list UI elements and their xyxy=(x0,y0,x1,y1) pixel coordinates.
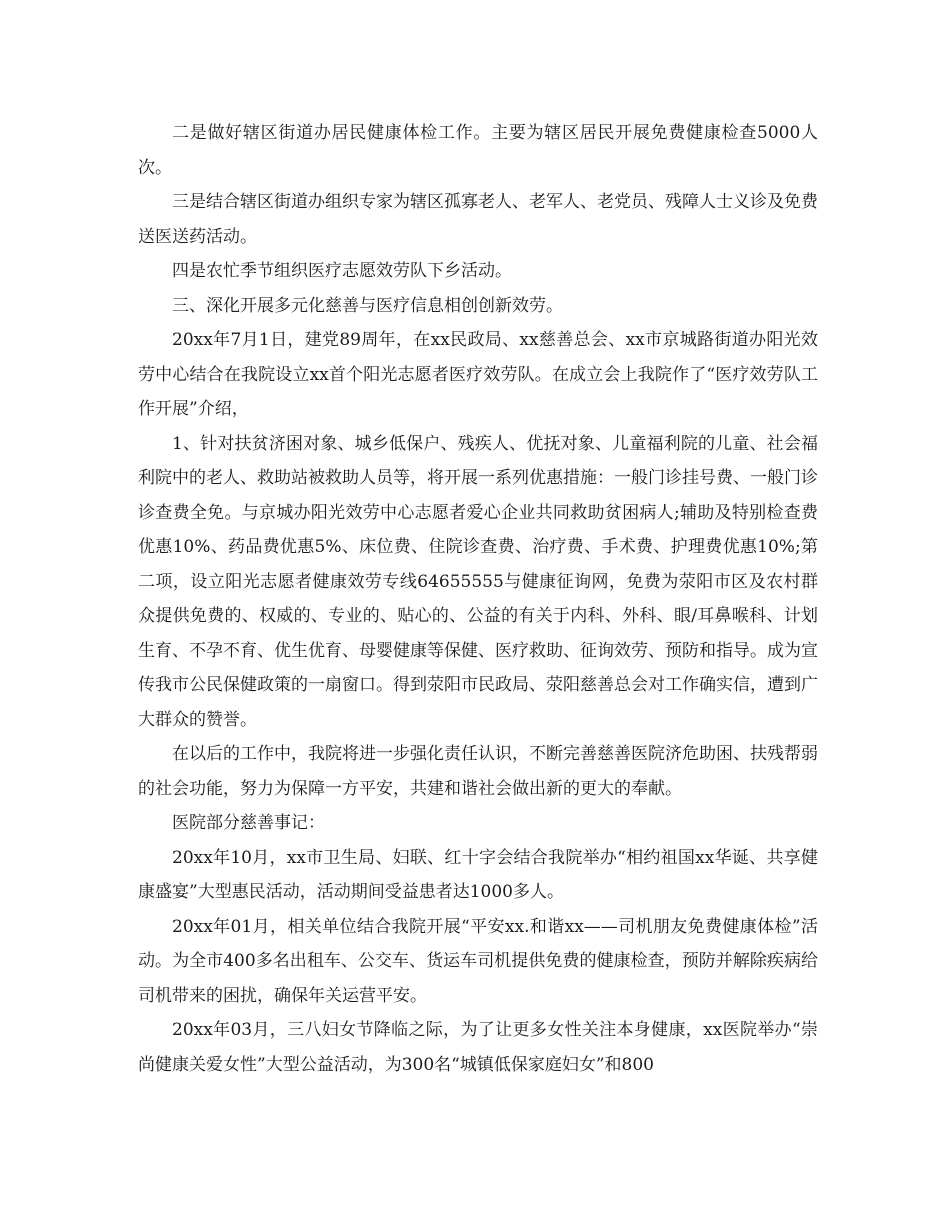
paragraph-event-march: 20xx年03月，三八妇女节降临之际，为了让更多女性关注本身健康，xx医院举办“崇尚健康关爱女性”大型公益活动，为300名“城镇低保家庭妇女”和800 xyxy=(138,1020,818,1075)
paragraph-health-checkup: 二是做好辖区街道办居民健康体检工作。主要为辖区居民开展免费健康检查5000人次。 xyxy=(138,123,818,178)
paragraph-charity-chronicle-heading: 医院部分慈善事记： xyxy=(172,813,325,833)
paragraph-event-january: 20xx年01月，相关单位结合我院开展“平安xx.和谐xx——司机朋友免费健康体检”活动。为全市400多名出租车、公交车、货运车司机提供免费的健康检查，预防并解除疾病给司机带来的困扰，确保年关运营平安。 xyxy=(138,916,818,1006)
paragraph-preferential-measures: 1、针对扶贫济困对象、城乡低保户、残疾人、优抚对象、儿童福利院的儿童、社会福利院中的老人、救助站被救助人员等，将开展一系列优惠措施：一般门诊挂号费、一般门诊诊查费全免。与京城办阳光效劳中心志愿者爱心企业共同救助贫困病人;辅助及特别检查费优惠10%、药品费优惠5%、床位费、住院诊查费、治疗费、手术费、护理费优惠10%;第二项，设立阳光志愿者健康效劳专线64655555与健康征询网，免费为荥阳市区及农村群众提供免费的、权威的、专业的、贴心的、公益的有关于内科、外科、眼/耳鼻喉科、计划生育、不孕不育、优生优育、母婴健康等保健、医疗救助、征询效劳、预防和指导。成为宣传我市公民保健政策的一扇窗口。得到荥阳市民政局、荥阳慈善总会对工作确实信，遭到广大群众的赞誉。 xyxy=(138,433,818,730)
document-body xyxy=(138,116,818,1082)
section-heading-three: 三、深化开展多元化慈善与医疗信息相创创新效劳。 xyxy=(172,295,563,316)
paragraph-future-work: 在以后的工作中，我院将进一步强化责任认识，不断完善慈善医院济危助困、扶残帮弱的社会功能，努力为保障一方平安，共建和谐社会做出新的更大的奉献。 xyxy=(138,744,818,799)
paragraph-sunshine-team: 20xx年7月1日，建党89周年，在xx民政局、xx慈善总会、xx市京城路街道办阳光效劳中心结合在我院设立xx首个阳光志愿者医疗效劳队。在成立会上我院作了“医疗效劳队工作开展”介绍， xyxy=(138,330,818,419)
paragraph-volunteer-team: 四是农忙季节组织医疗志愿效劳队下乡活动。 xyxy=(172,261,512,281)
paragraph-free-clinic: 三是结合辖区街道办组织专家为辖区孤寡老人、老军人、老党员、残障人士义诊及免费送医送药活动。 xyxy=(138,192,818,247)
paragraph-event-october: 20xx年10月，xx市卫生局、妇联、红十字会结合我院举办“相约祖国xx华诞、共享健康盛宴”大型惠民活动，活动期间受益患者达1000多人。 xyxy=(138,847,818,902)
